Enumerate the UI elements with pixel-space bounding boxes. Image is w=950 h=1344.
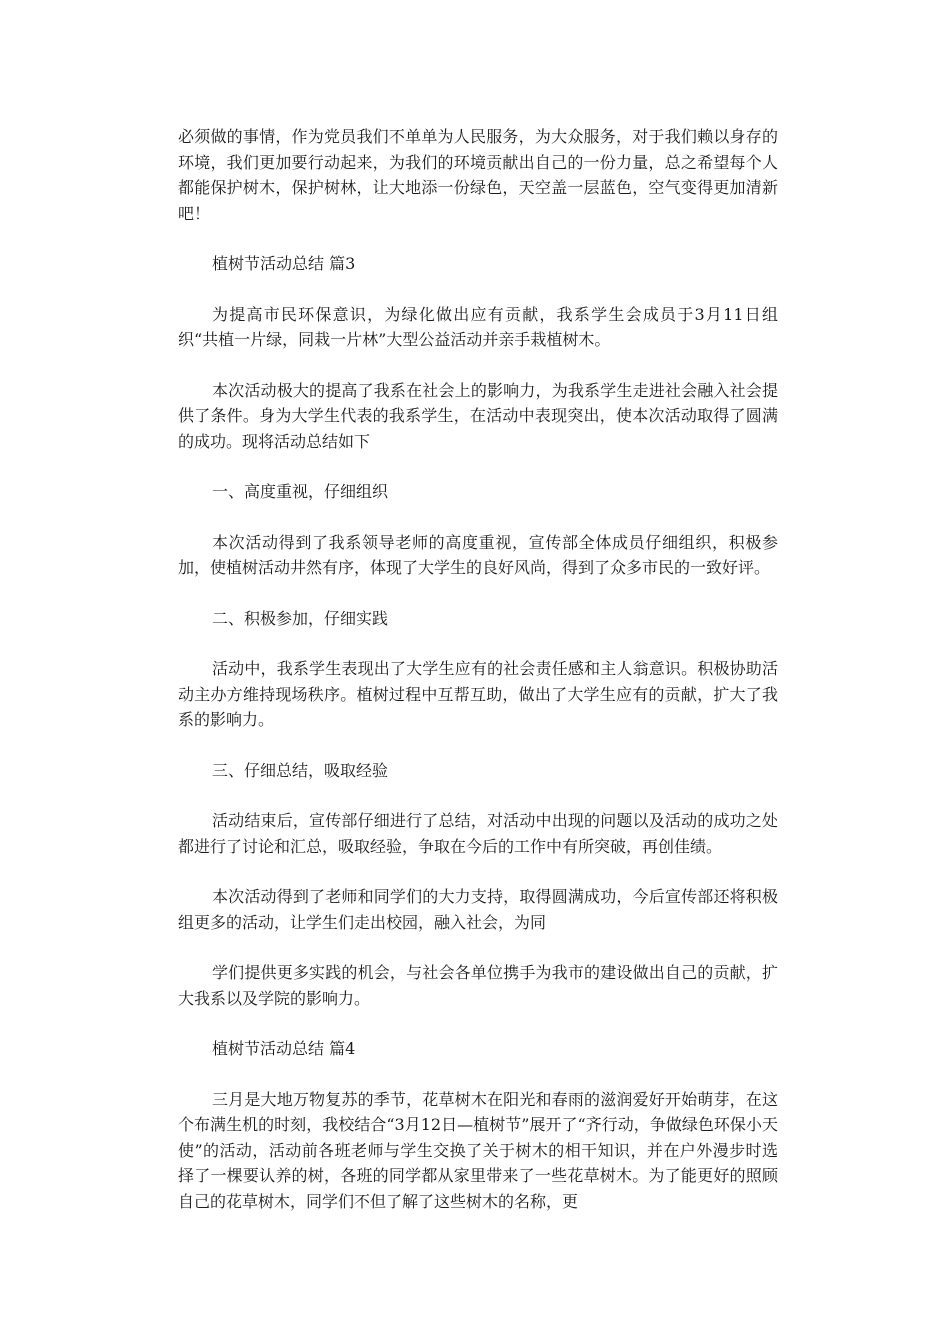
paragraph-organize: 本次活动得到了我系领导老师的高度重视，宣传部全体成员仔细组织，积极参加，使植树活动井然有序，体现了大学生的良好风尚，得到了众多市民的一致好评。 <box>178 532 778 577</box>
paragraph-closing: 必须做的事情，作为党员我们不单单为人民服务，为大众服务，对于我们赖以身存的环境，我们更加要行动起来，为我们的环境贡献出自己的一份力量，总之希望每个人都能保护树木，保护树林，让大地添一份绿色，天空盖一层蓝色，空气变得更加清新吧！ <box>178 127 778 223</box>
section-title-3: 植树节活动总结 篇3 <box>212 254 356 273</box>
subheading-2: 二、积极参加，仔细实践 <box>212 608 389 628</box>
paragraph-practice: 活动中，我系学生表现出了大学生应有的社会责任感和主人翁意识。积极协助活动主办方维持现场秩序。植树过程中互帮互助，做出了大学生应有的贡献，扩大了我系的影响力。 <box>178 659 778 729</box>
subheading-1: 一、高度重视，仔细组织 <box>212 482 389 501</box>
paragraph-intro: 为提高市民环保意识，为绿化做出应有贡献，我系学生会成员于3月11日组织“共植一片绿，同栽一片林”大型公益活动并亲手栽植树木。 <box>178 304 778 349</box>
document-page <box>178 124 778 1214</box>
paragraph-support: 本次活动得到了老师和同学们的大力支持，取得圆满成功，今后宣传部还将积极组更多的活动，让学生们走出校园，融入社会，为同 <box>178 887 778 932</box>
paragraph-impact: 本次活动极大的提高了我系在社会上的影响力，为我系学生走进社会融入社会提供了条件。身为大学生代表的我系学生，在活动中表现突出，使本次活动取得了圆满的成功。现将活动总结如下 <box>178 380 778 451</box>
paragraph-continued: 学们提供更多实践的机会，与社会各单位携手为我市的建设做出自己的贡献，扩大我系以及学院的影响力。 <box>178 963 778 1008</box>
paragraph-march: 三月是大地万物复苏的季节，花草树木在阳光和春雨的滋润爱好开始萌芽，在这个布满生机的时刻，我校结合“3月12日—植树节”展开了“齐行动，争做绿色环保小天使”的活动，活动前各班老师与学生交换了关于树木的相干知识，并在户外漫步时选择了一棵要认养的树，各班的同学都从家里带来了一些花草树木。为了能更好的照顾自己的花草树木，同学们不但了解了这些树木的名称，更 <box>178 1089 778 1211</box>
paragraph-summary: 活动结束后，宣传部仔细进行了总结，对活动中出现的问题以及活动的成功之处都进行了讨论和汇总，吸取经验，争取在今后的工作中有所突破，再创佳绩。 <box>178 811 778 856</box>
subheading-3: 三、仔细总结，吸取经验 <box>212 760 389 780</box>
section-title-4: 植树节活动总结 篇4 <box>212 1039 356 1058</box>
